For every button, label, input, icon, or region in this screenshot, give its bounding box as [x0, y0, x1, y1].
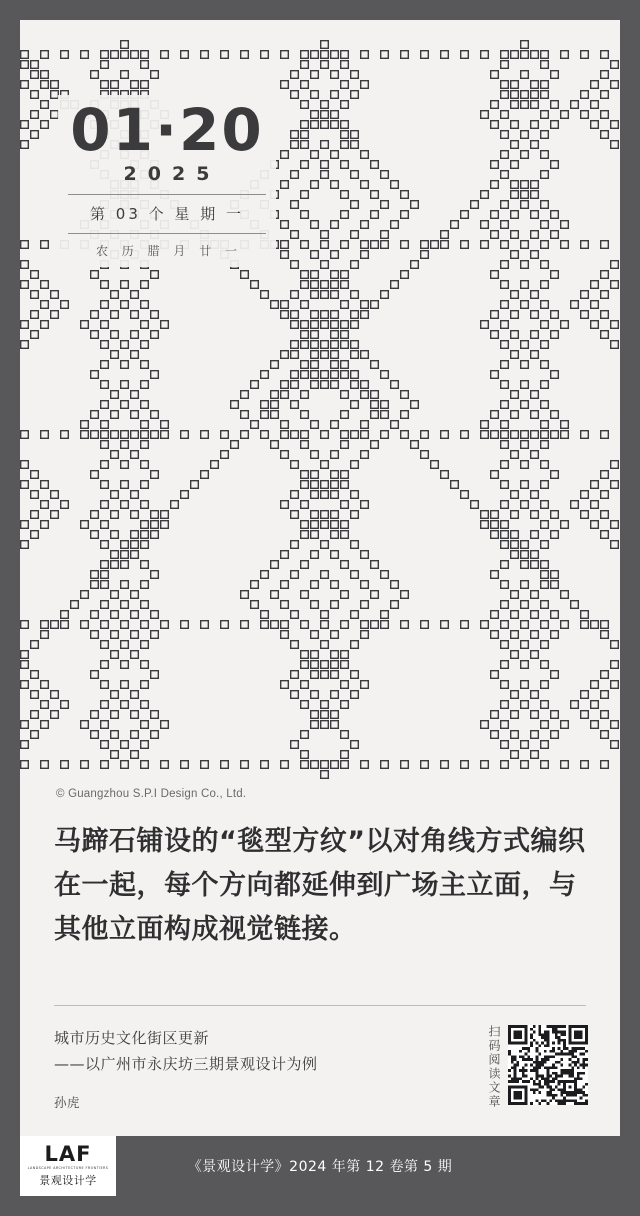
qr-code-image[interactable] — [508, 1025, 588, 1105]
date-day-month: 01·20 — [70, 96, 264, 164]
date-week-label: 第 03 个 星 期 一 — [90, 205, 244, 223]
qr-label: 扫码阅读文章 — [487, 1025, 501, 1109]
article-subtitle: ——以广州市永庆坊三期景观设计为例 — [54, 1055, 318, 1073]
headline-text: 马蹄石铺设的“毯型方纹”以对角线方式编织在一起，每个方向都延伸到广场主立面，与其他立面构成视觉链接。 — [54, 826, 586, 945]
article-title: 城市历史文化街区更新 — [54, 1029, 210, 1047]
section-divider — [54, 1005, 586, 1006]
footer-bar — [20, 1136, 620, 1196]
date-divider-bottom — [68, 233, 266, 234]
copyright-text: © Guangzhou S.P.I Design Co., Ltd. — [56, 788, 247, 800]
qr-block[interactable] — [485, 1025, 588, 1111]
issue-text: 《景观设计学》2024 年第 12 卷第 5 期 — [187, 1159, 453, 1175]
qr-code-svg — [508, 1025, 588, 1105]
laf-logo-mark: LAF — [44, 1142, 92, 1166]
laf-logo — [20, 1136, 116, 1196]
date-lunar-label: 农 历 腊 月 廿 一 — [95, 244, 243, 258]
date-block — [58, 95, 276, 267]
laf-logo-cn: 景观设计学 — [39, 1174, 97, 1187]
article-meta — [54, 1025, 474, 1111]
date-divider-top — [68, 194, 266, 195]
date-year: 2025 — [123, 163, 221, 185]
article-author: 孙虎 — [54, 1095, 81, 1110]
poster — [20, 20, 620, 1196]
laf-logo-en: LANDSCAPE ARCHITECTURE FRONTIERS — [27, 1166, 109, 1170]
